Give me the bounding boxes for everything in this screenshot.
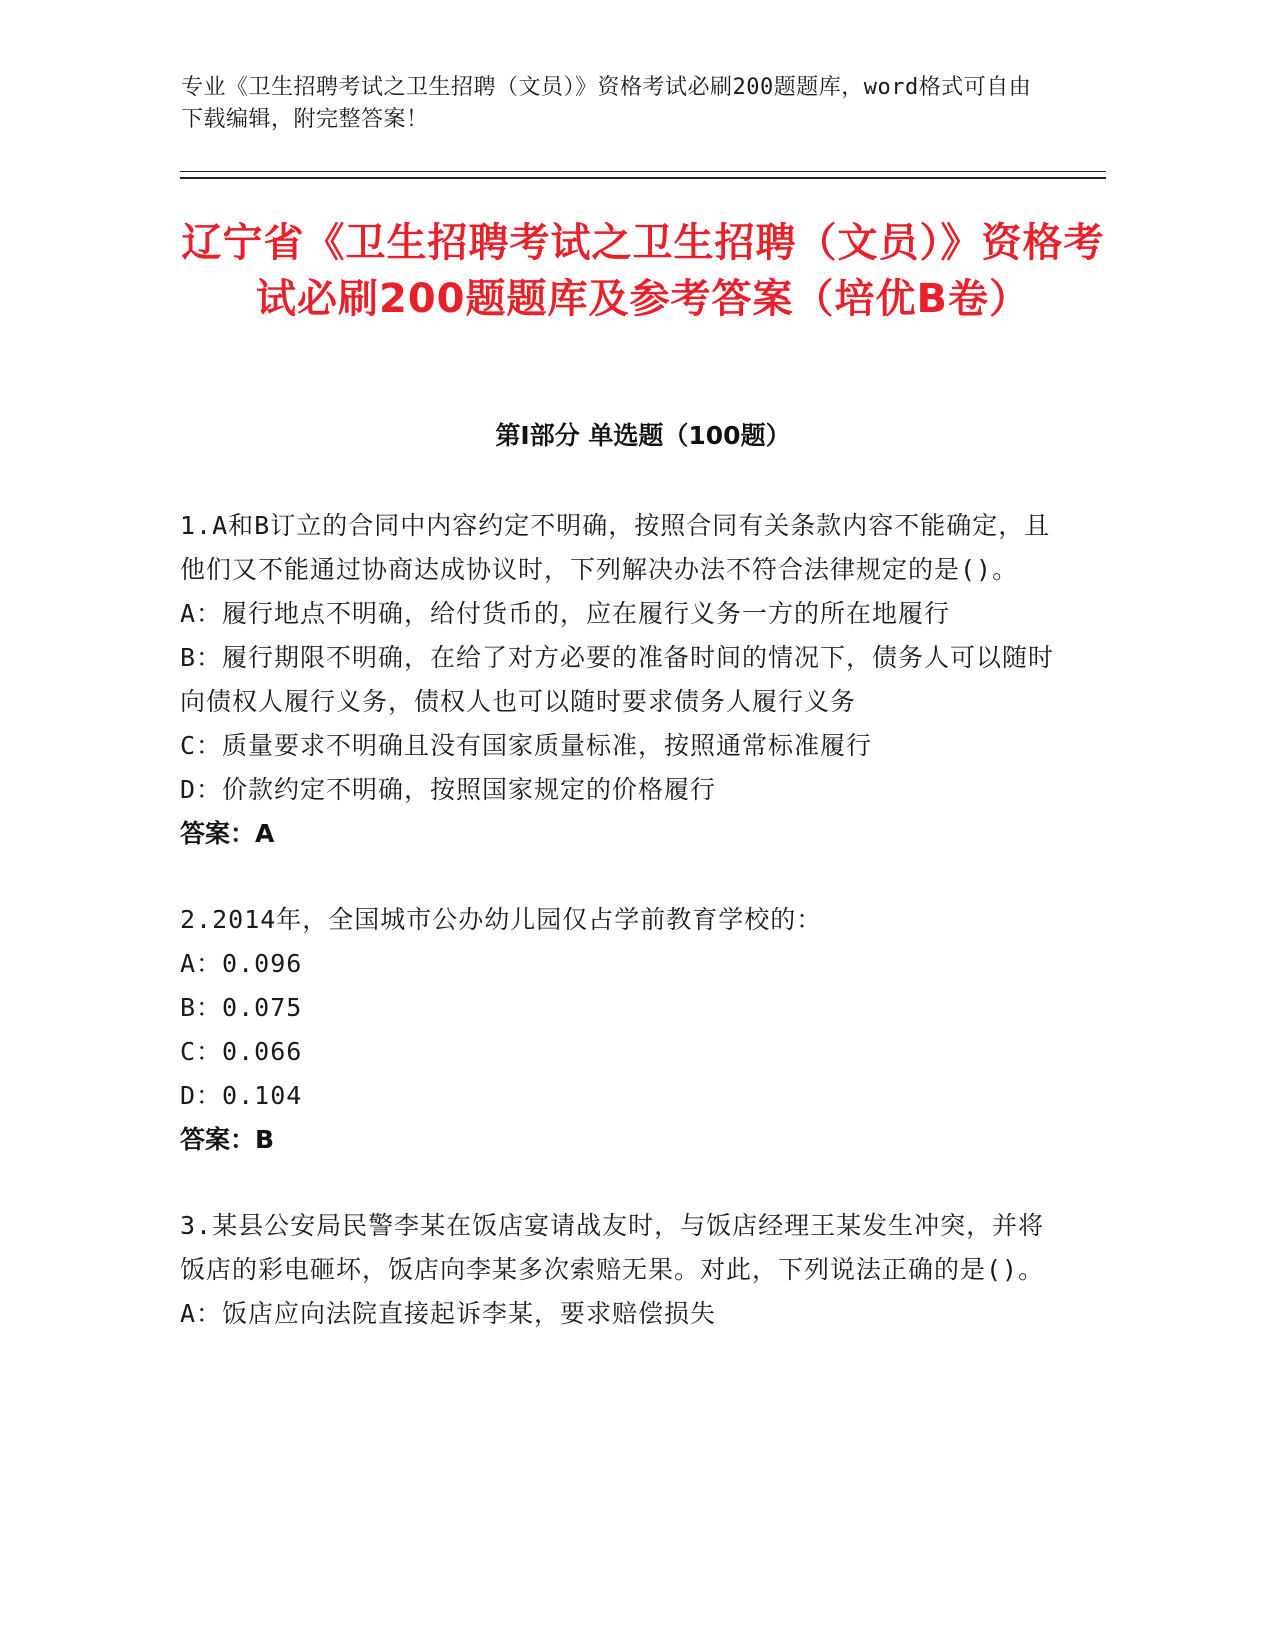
option-b: B：0.075 — [180, 993, 303, 1022]
section-title: 第Ⅰ部分 单选题（100题） — [495, 421, 791, 450]
question-2 — [180, 898, 1060, 1162]
question-text: 3.某县公安局民警李某在饭店宴请战友时，与饭店经理王某发生冲突，并将饭店的彩电砸坏，饭店向李某多次索赔无果。对此，下列说法正确的是()。 — [180, 1211, 1045, 1284]
option-c: C：0.066 — [180, 1037, 303, 1066]
option-a: A：0.096 — [180, 949, 303, 978]
header-divider-thick — [180, 177, 1106, 179]
document-title: 辽宁省《卫生招聘考试之卫生招聘（文员）》资格考试必刷200题题库及参考答案（培优B卷） — [181, 220, 1105, 322]
option-a: A：履行地点不明确，给付货币的，应在履行义务一方的所在地履行 — [180, 599, 951, 628]
header-note: 专业《卫生招聘考试之卫生招聘（文员）》资格考试必刷200题题库，word格式可自由下载编辑，附完整答案！ — [181, 75, 1032, 132]
question-text: 1.A和B订立的合同中内容约定不明确，按照合同有关条款内容不能确定，且他们又不能通过协商达成协议时，下列解决办法不符合法律规定的是()。 — [180, 511, 1051, 584]
answer: 答案：B — [180, 1125, 275, 1154]
option-a: A：饭店应向法院直接起诉李某，要求赔偿损失 — [180, 1299, 717, 1328]
answer: 答案：A — [180, 819, 275, 848]
header-divider-thin — [180, 171, 1106, 172]
option-b: B：履行期限不明确，在给了对方必要的准备时间的情况下，债务人可以随时向债权人履行义务，债权人也可以随时要求债务人履行义务 — [180, 643, 1055, 716]
option-d: D：0.104 — [180, 1081, 303, 1110]
question-3 — [180, 1204, 1060, 1336]
question-text: 2.2014年，全国城市公办幼儿园仅占学前教育学校的： — [180, 905, 823, 934]
question-1 — [180, 504, 1060, 856]
question-list — [180, 504, 1060, 1378]
option-c: C：质量要求不明确且没有国家质量标准，按照通常标准履行 — [180, 731, 873, 760]
option-d: D：价款约定不明确，按照国家规定的价格履行 — [180, 775, 717, 804]
